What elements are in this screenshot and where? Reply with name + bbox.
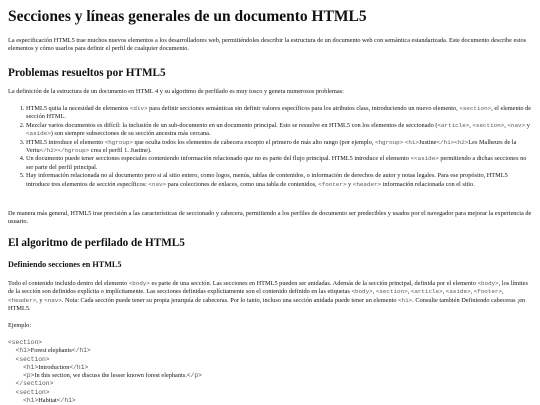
inline-code: </h2> — [39, 147, 58, 155]
inline-code: <hgroup> — [374, 138, 404, 146]
inline-code: <footer> — [473, 288, 502, 296]
problem-list-item: 4. Un documento puede tener secciones especiales conteniendo información relacionado que no es parte del flujo principal. HTML5 introduce el elemento <<aside> permitiendo a dichas secciones no ser parte del perfil principal. — [26, 155, 532, 172]
intro-paragraph: La especificación HTML5 trae muchos nuevos elementos a los desarrolladores web, permitiéndoles describir la estructura de un documento web con semántica estandarizada. Este documento describe estos elementos y cómo usarlos para definir el perfil de cualquier documento. — [8, 37, 527, 53]
problem-list-item: 2. Mezclar varios documentos es difícil: la inclusión de un sub-documento en un documento principal. Esto se resuelve en HTML5 con los elementos de seccionado (<article>, <section>, <nav> y <aside>) son siempre subsecciones de su sección ancestra más cercana. — [26, 122, 532, 139]
subheading-defining-sections: Definiendo secciones en HTML5 — [8, 260, 122, 269]
code-line: <h1>Introduction</h1> — [8, 363, 89, 371]
problem-list-item: 5. Hay información relacionada no al documento pero si al sitio entero, como logos, menús, tablas de contenidos, o información de derechos de autor y notas legales. Para ese propósito, HTML5 introduce tres elementos de sección específicos: <nav> para colecciones de enlaces, como una tabla de contenidos, <footer> y <header> información relacionada con el sitio. — [26, 172, 532, 189]
example-label: Ejemplo: — [8, 322, 32, 329]
inline-code: <header> — [352, 180, 382, 188]
inline-code: <<aside> — [410, 155, 439, 163]
code-line: <section> — [8, 339, 43, 346]
inline-code: <nav> — [148, 180, 167, 188]
inline-code: <body> — [477, 280, 499, 287]
inline-code: <section> — [459, 105, 492, 112]
inline-code: <body> — [128, 280, 150, 287]
code-line: <h1>Habitat</h1> — [8, 397, 76, 405]
code-line: <section> — [8, 355, 50, 363]
inline-code: </h1> — [436, 138, 455, 146]
code-line: </section> — [8, 380, 54, 388]
defining-sections-paragraph: Todo el contenido incluido dentro del elemento <body> es parte de una sección. Las secciones en HTML5 pueden ser anidadas. Además de la sección principal, definida por el elemento <body>, los límites de la sección son definidos explícita o implícitamente. Las secciones definidas explícitamente son el contenido definido en las etiquetas <body>, <section>, <article>, <aside>, <footer>, <header>, y <nav>. Nota: Cada sección puede tener su propia jerarquía de cabeceras. Por lo tanto, incluso una sección anidada puede tener un elemento <h1>. Consulte también Definiendo cabeceras ¡en HTML5. — [8, 280, 528, 313]
problem-list-item: 1. HTML5 quita la necesidad de elementos <div> para definir secciones semánticas sin definir valores específicos para los atributos class, introduciendo un nuevo elemento, <section>, el elemento de sección HTML. — [26, 105, 532, 122]
section-heading-problems: Problemas resueltos por HTML5 — [8, 67, 166, 79]
inline-code: <aside> — [26, 130, 51, 138]
inline-code: <aside> — [445, 288, 471, 296]
inline-code: <hgroup> — [104, 138, 133, 146]
inline-code: <section> — [375, 288, 408, 296]
section-heading-algorithm: El algoritmo de perfilado de HTML5 — [8, 237, 185, 249]
page-title: Secciones y líneas generales de un documento HTML5 — [8, 8, 367, 25]
inline-code: <header> — [8, 296, 37, 304]
inline-code: <nav> — [44, 296, 62, 304]
code-line: <h1>Forest elephants</h1> — [8, 347, 91, 355]
code-line: <p>In this section, we discuss the lesser known forest elephants.</p> — [8, 372, 202, 380]
inline-code: <body> — [351, 288, 373, 296]
problems-closing-paragraph: De manera más general, HTML5 trae precisión a las características de seccionado y cabecera, permitiendo a los perfiles de documento ser predecibles y usados por el navegador para mejorar la experiencia de usuario. — [8, 210, 532, 226]
code-line: <section> — [8, 388, 50, 396]
inline-code: <h1> — [404, 138, 419, 146]
inline-code: <h1> — [398, 296, 413, 304]
inline-code: <footer> — [318, 180, 347, 188]
inline-code: <article> — [437, 121, 470, 129]
inline-code: <h2> — [454, 138, 469, 146]
inline-code: <section> — [472, 121, 505, 129]
inline-code: <article> — [410, 288, 443, 296]
problem-list-item: 3. HTML5 introduce el elemento <hgroup> que oculta todos los elementos de cabecera excepto el primero de más alto rango (por ejemplo, <hgroup> <h1>Justine</h1><h2>Les Malheurs de la Vertu</h2></hgroup> crea el perfil 1. Justine). — [26, 139, 532, 156]
inline-code: </hgroup> — [57, 147, 90, 155]
code-example — [8, 339, 202, 405]
problems-lead-paragraph: La definición de la estructura de un documento en HTML 4 y su algoritmo de perfilado es muy tosco y genera numerosos problemas: — [8, 88, 344, 95]
problems-list — [8, 105, 532, 189]
inline-code: <div> — [129, 105, 148, 112]
inline-code: <nav> — [507, 121, 526, 129]
